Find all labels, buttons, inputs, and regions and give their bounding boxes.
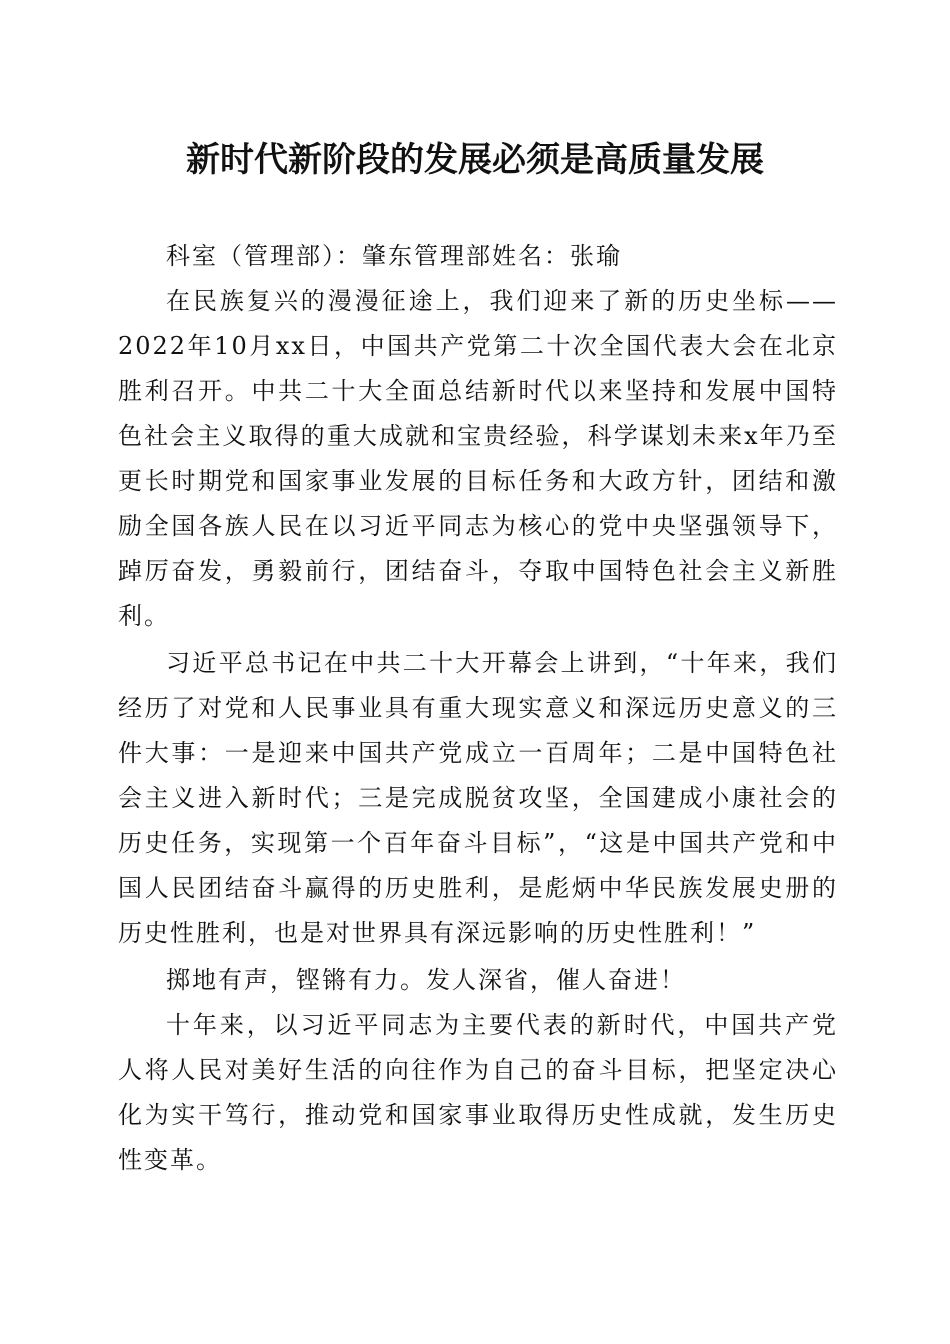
byline: 科室（管理部）：肇东管理部姓名：张瑜 (166, 242, 622, 270)
document-body (118, 234, 838, 1183)
paragraph-2: 习近平总书记在中共二十大开幕会上讲到，“十年来，我们经历了对党和人民事业具有重大现实意义和深远历史意义的三件大事：一是迎来中国共产党成立一百周年；二是中国特色社会主义进入新时代；三是完成脱贫攻坚，全国建成小康社会的历史任务，实现第一个百年奋斗目标”，“这是中国共产党和中国人民团结奋斗赢得的历史胜利，是彪炳中华民族发展史册的历史性胜利，也是对世界具有深远影响的历史性胜利！” (118, 649, 838, 947)
paragraph-1: 在民族复兴的漫漫征途上，我们迎来了新的历史坐标——2022年10月xx日，中国共产党第二十次全国代表大会在北京胜利召开。中共二十大全面总结新时代以来坚持和发展中国特色社会主义取得的重大成就和宝贵经验，科学谋划未来x年乃至更长时期党和国家事业发展的目标任务和大政方针，团结和激励全国各族人民在以习近平同志为核心的党中央坚强领导下，踔厉奋发，勇毅前行，团结奋斗，夺取中国特色社会主义新胜利。 (118, 287, 838, 630)
paragraph-3: 掷地有声，铿锵有力。发人深省，催人奋进！ (166, 966, 686, 994)
paragraph-4: 十年来，以习近平同志为主要代表的新时代，中国共产党人将人民对美好生活的向往作为自己的奋斗目标，把坚定决心化为实干笃行，推动党和国家事业取得历史性成就，发生历史性变革。 (118, 1011, 838, 1174)
document-title: 新时代新阶段的发展必须是高质量发展 (186, 140, 764, 180)
